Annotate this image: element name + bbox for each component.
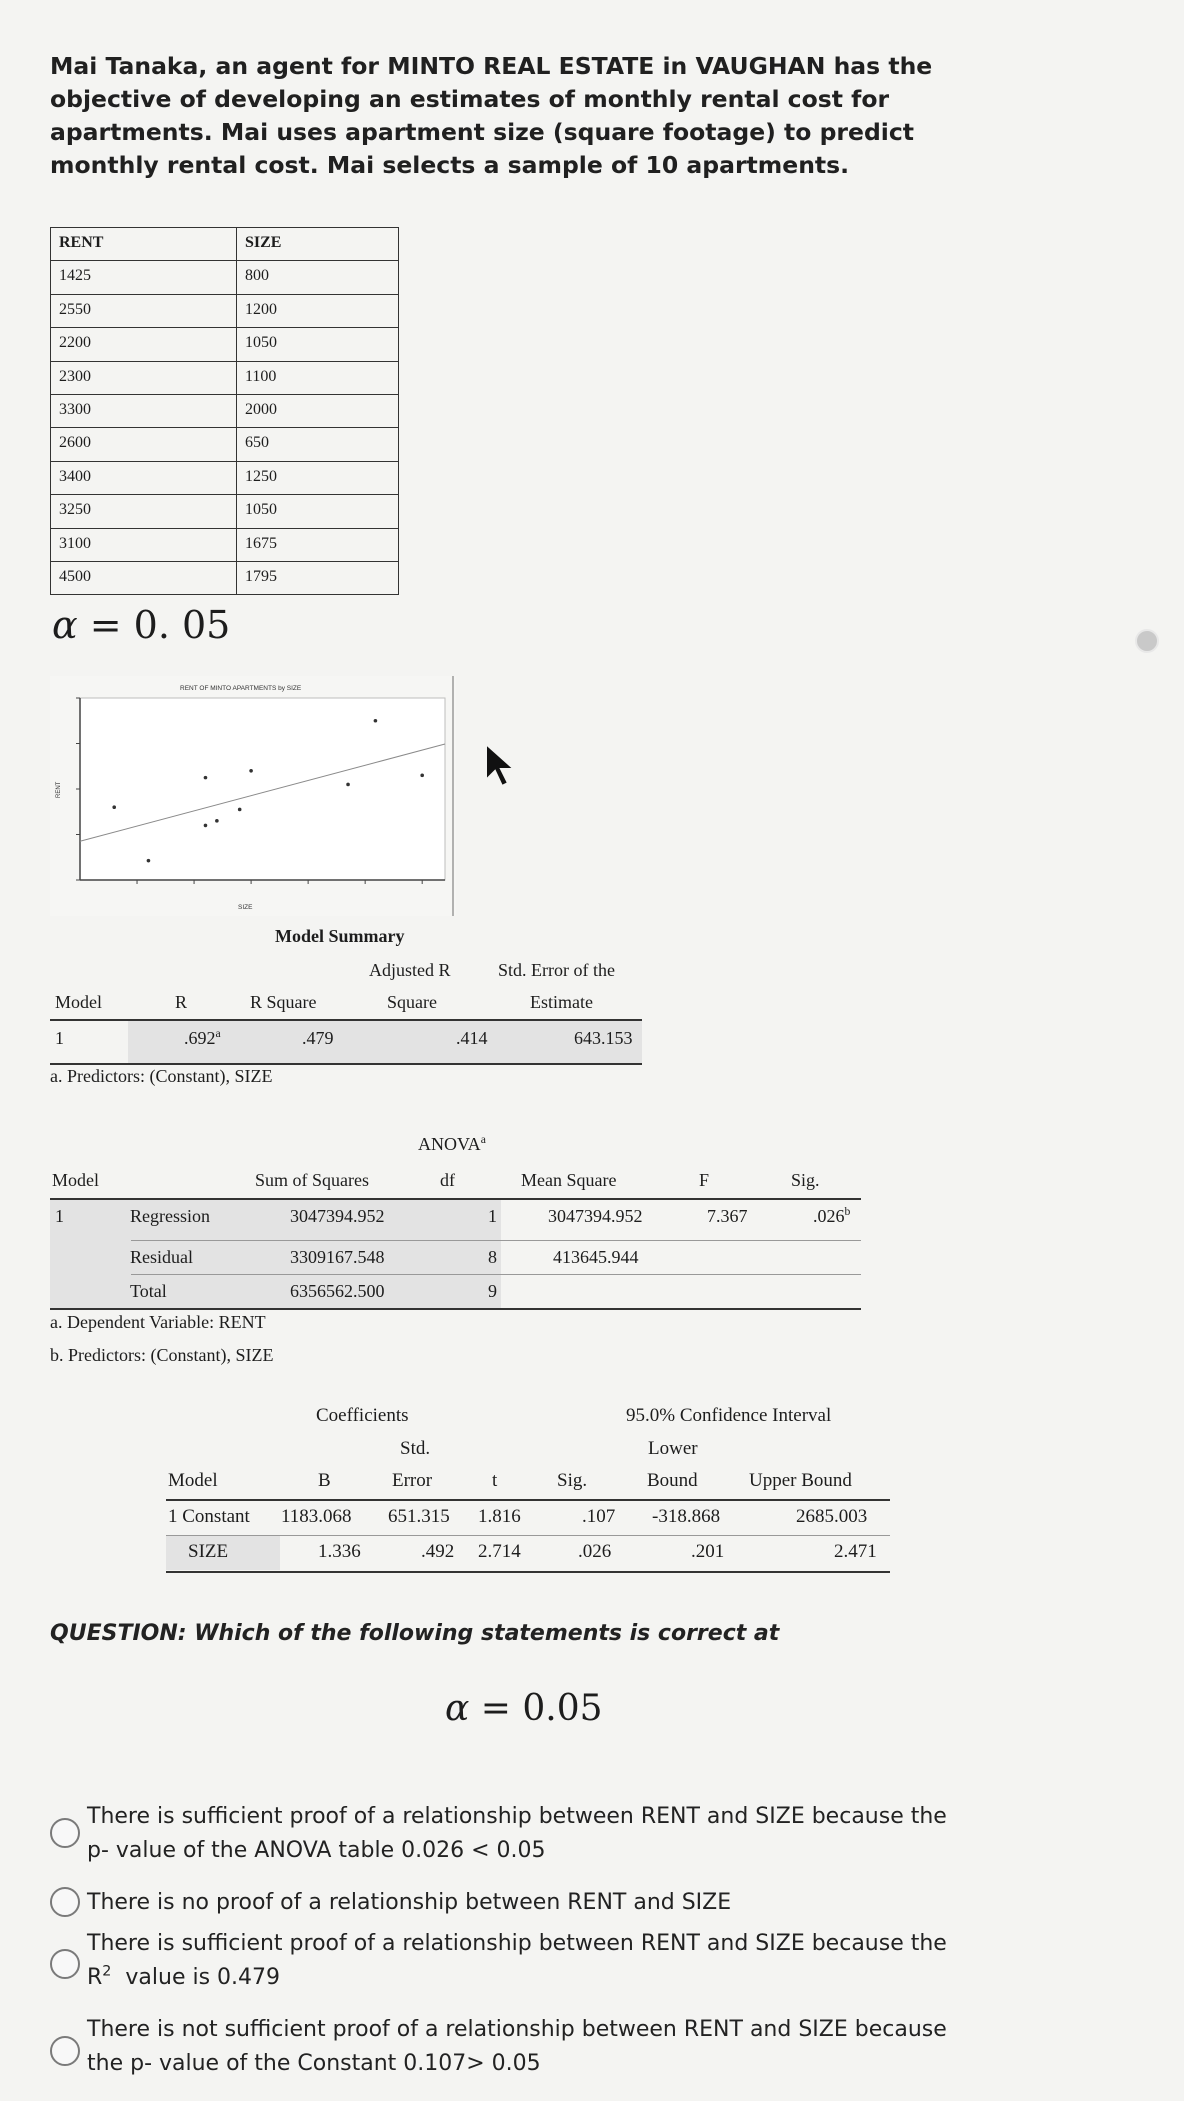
total-ss: 6356562.500 — [290, 1281, 385, 1301]
anova-model-number: 1 — [55, 1206, 64, 1226]
ms-header: Mean Square — [521, 1170, 617, 1190]
model-summary-title: Model Summary — [275, 926, 405, 946]
df-header: df — [440, 1170, 455, 1190]
ci-title: 95.0% Confidence Interval — [626, 1405, 832, 1426]
f-value: 7.367 — [707, 1206, 748, 1226]
size-lower: .201 — [691, 1541, 725, 1562]
residual-ss: 3309167.548 — [290, 1247, 385, 1267]
constant-upper: 2685.003 — [796, 1506, 868, 1527]
alpha-value: = 0.05 — [469, 1688, 603, 1729]
residual-df: 8 — [488, 1247, 497, 1267]
size-cell: 1050 — [237, 328, 399, 361]
constant-se: 651.315 — [388, 1506, 450, 1527]
size-se: .492 — [421, 1541, 455, 1562]
ss-header: Sum of Squares — [255, 1170, 369, 1190]
upper-header: Upper Bound — [749, 1470, 852, 1491]
size-sig: .026 — [578, 1541, 612, 1562]
rent-cell: 2300 — [51, 361, 237, 394]
data-point — [238, 808, 242, 812]
constant-b: 1183.068 — [281, 1506, 352, 1527]
size-b: 1.336 — [318, 1541, 361, 1562]
anova-footnote-a: a. Dependent Variable: RENT — [50, 1312, 266, 1332]
constant-t: 1.816 — [478, 1506, 521, 1527]
circle-icon — [1135, 629, 1159, 653]
option-1-text[interactable]: There is sufficient proof of a relationship between RENT and SIZE because the p- value of the ANOVA table 0.026 < 0.05 — [87, 1804, 947, 1863]
constant-lower: -318.868 — [652, 1506, 721, 1527]
rent-cell: 3250 — [51, 495, 237, 528]
se-header-line2: Estimate — [530, 992, 593, 1012]
residual-label: Residual — [130, 1247, 193, 1267]
r-value: .692$^a$ — [184, 1027, 221, 1048]
size-upper: 2.471 — [834, 1541, 877, 1562]
table-row — [51, 528, 399, 561]
sig-header: Sig. — [791, 1170, 820, 1190]
plot-area — [80, 698, 445, 880]
anova-title: ANOVA$^a$ — [418, 1133, 486, 1154]
table-row — [51, 328, 399, 361]
model-number: 1 — [55, 1028, 64, 1048]
adj-r-header-line2: Square — [387, 992, 437, 1012]
y-axis-label: RENT — [56, 781, 62, 798]
adj-r-header-line1: Adjusted R — [369, 960, 451, 980]
size-cell: 650 — [237, 428, 399, 461]
option-4-text[interactable]: There is not sufficient proof of a relationship between RENT and SIZE because the p- value of the Constant 0.107> 0.05 — [87, 2017, 947, 2076]
alpha-symbol: α — [445, 1688, 470, 1729]
mouse-pointer-icon — [484, 742, 520, 788]
problem-intro: Mai Tanaka, an agent for MINTO REAL ESTATE in VAUGHAN has the objective of developing an estimates of monthly rental cost for apartments. Mai uses apartment size (square footage) to predict monthly rental cost. Mai selects a sample of 10 apartments. — [50, 52, 933, 179]
data-point — [420, 774, 424, 778]
alpha-value: = 0. 05 — [77, 603, 231, 647]
size-label: SIZE — [188, 1541, 229, 1562]
size-cell: 1100 — [237, 361, 399, 394]
coefficients-title: Coefficients — [316, 1405, 409, 1426]
table-row — [51, 495, 399, 528]
rent-cell: 2600 — [51, 428, 237, 461]
row-divider — [131, 1240, 861, 1241]
alpha-symbol: α — [52, 603, 78, 647]
option-2-text[interactable]: There is no proof of a relationship between RENT and SIZE — [87, 1890, 732, 1915]
table-rule — [50, 1063, 642, 1065]
anova-footnote-b: b. Predictors: (Constant), SIZE — [50, 1345, 274, 1365]
constant-label: 1 Constant — [168, 1506, 250, 1527]
data-point — [374, 719, 378, 723]
constant-sig: .107 — [582, 1506, 616, 1527]
data-point — [215, 819, 219, 823]
size-cell: 1250 — [237, 461, 399, 494]
se-value: 643.153 — [574, 1028, 633, 1048]
rent-cell: 2200 — [51, 328, 237, 361]
regression-df: 1 — [488, 1206, 497, 1226]
total-label: Total — [130, 1281, 167, 1301]
r-square-value: .479 — [302, 1028, 334, 1048]
rent-size-data-table — [50, 227, 399, 595]
alpha-level-label — [52, 603, 230, 647]
model-header: Model — [55, 992, 102, 1012]
std-header-line1: Std. — [400, 1438, 431, 1459]
radio-button-1[interactable] — [50, 1818, 80, 1848]
radio-button-3[interactable] — [50, 1949, 80, 1979]
rent-column-header: RENT — [51, 228, 237, 261]
rent-cell: 4500 — [51, 561, 237, 594]
b-header: B — [318, 1470, 331, 1491]
option-3-text[interactable]: There is sufficient proof of a relationship between RENT and SIZE because the $R^2$ value is 0.479 — [87, 1931, 947, 1990]
question-text: QUESTION: Which of the following statements is correct at — [50, 1621, 780, 1646]
regression-label: Regression — [130, 1206, 210, 1226]
r-square-header: R Square — [250, 992, 317, 1012]
t-header: t — [492, 1470, 498, 1491]
model-summary-footnote: a. Predictors: (Constant), SIZE — [50, 1066, 273, 1086]
anova-sig-value: .026$^b$ — [813, 1205, 851, 1226]
question-alpha — [445, 1688, 603, 1729]
chart-title: RENT OF MINTO APARTMENTS by SIZE — [180, 685, 302, 692]
table-rule — [50, 1308, 861, 1310]
data-point — [204, 824, 208, 828]
total-df: 9 — [488, 1281, 497, 1301]
table-row — [51, 461, 399, 494]
x-axis-label: SIZE — [238, 904, 253, 911]
data-point — [346, 783, 350, 787]
sig-header: Sig. — [557, 1470, 588, 1491]
rent-by-size-scatter-chart — [50, 676, 456, 916]
size-cell: 1675 — [237, 528, 399, 561]
table-row — [51, 361, 399, 394]
data-point — [249, 769, 253, 773]
size-column-header: SIZE — [237, 228, 399, 261]
regression-ms: 3047394.952 — [548, 1206, 643, 1226]
data-point — [112, 805, 116, 809]
radio-button-2[interactable] — [50, 1887, 80, 1917]
r-header: R — [175, 992, 188, 1012]
data-point — [204, 776, 208, 780]
residual-ms: 413645.944 — [553, 1247, 639, 1267]
size-t: 2.714 — [478, 1541, 521, 1562]
anova-model-header: Model — [52, 1170, 99, 1190]
table-header-row — [51, 228, 399, 261]
lower-header-line1: Lower — [648, 1438, 698, 1459]
table-row — [51, 261, 399, 294]
data-point — [147, 859, 151, 863]
f-header: F — [699, 1170, 710, 1190]
radio-button-4[interactable] — [50, 2036, 80, 2066]
size-cell: 1795 — [237, 561, 399, 594]
rent-cell: 3400 — [51, 461, 237, 494]
se-header-line1: Std. Error of the — [498, 960, 615, 980]
size-cell: 2000 — [237, 394, 399, 427]
table-row — [51, 561, 399, 594]
coef-model-header: Model — [168, 1470, 218, 1491]
table-rule — [166, 1571, 890, 1573]
lower-header-line2: Bound — [647, 1470, 698, 1491]
table-rule — [166, 1499, 890, 1501]
size-cell: 1200 — [237, 294, 399, 327]
rent-cell: 2550 — [51, 294, 237, 327]
table-row — [51, 394, 399, 427]
size-cell: 1050 — [237, 495, 399, 528]
regression-ss: 3047394.952 — [290, 1206, 385, 1226]
table-row — [51, 294, 399, 327]
rent-cell: 3300 — [51, 394, 237, 427]
row-divider — [131, 1274, 861, 1275]
adj-r-value: .414 — [456, 1028, 488, 1048]
table-row — [51, 428, 399, 461]
size-cell: 800 — [237, 261, 399, 294]
std-header-line2: Error — [392, 1470, 433, 1491]
rent-cell: 3100 — [51, 528, 237, 561]
rent-cell: 1425 — [51, 261, 237, 294]
